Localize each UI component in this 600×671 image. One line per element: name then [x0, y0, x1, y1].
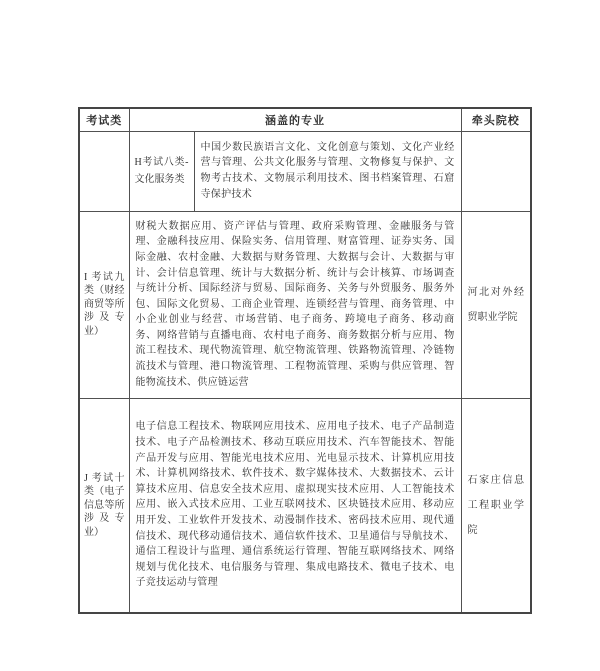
- institution-cell: [461, 131, 531, 211]
- header-lead-institution: 牵头院校: [461, 108, 531, 131]
- table-row: [79, 211, 531, 398]
- exam-class-cell: [79, 131, 129, 211]
- majors-cell: 财税大数据应用、资产评估与管理、政府采购管理、金融服务与管理、金融科技应用、保险实务、信用管理、财富管理、证券实务、国际金融、农村金融、大数据与财务管理、大数据与会计、大数据与审计、会计信息管理、统计与大数据分析、统计与会计核算、市场调查与统计分析、国际经济与贸易、国际商务、关务与外贸服务、服务外包、国际文化贸易、工商企业管理、连锁经营与管理、商务管理、中小企业创业与经营、市场营销、电子商务、跨境电子商务、移动商务、网络营销与直播电商、农村电子商务、商务数据分析与应用、物流工程技术、现代物流管理、航空物流管理、铁路物流管理、冷链物流技术与管理、港口物流管理、工程物流管理、采购与供应管理、智能物流技术、供应链运营: [129, 211, 461, 398]
- exam-class-cell: J 考试十类（电子信息等所涉及专业）: [79, 398, 129, 613]
- header-covered-majors: 涵盖的专业: [129, 108, 461, 131]
- exam-class-cell: I 考试九类（财经商贸等所涉及专业）: [79, 211, 129, 398]
- header-exam-class: 考试类: [79, 108, 129, 131]
- institution-cell: 河北对外经贸职业学院: [461, 211, 531, 398]
- majors-cell: 中国少数民族语言文化、文化创意与策划、文化产业经营与管理、公共文化服务与管理、文物修复与保护、文物考古技术、文物展示利用技术、图书档案管理、石窟寺保护技术: [194, 131, 461, 211]
- exam-categories-table: [78, 107, 532, 614]
- table-header-row: [79, 108, 531, 131]
- majors-cell: 电子信息工程技术、物联网应用技术、应用电子技术、电子产品制造技术、电子产品检测技术、移动互联应用技术、汽车智能技术、智能产品开发与应用、智能光电技术应用、光电显示技术、计算机应用技术、计算机网络技术、软件技术、数字媒体技术、大数据技术、云计算技术应用、信息安全技术应用、虚拟现实技术应用、人工智能技术应用、嵌入式技术应用、工业互联网技术、区块链技术应用、移动应用开发、工业软件开发技术、动漫制作技术、密码技术应用、现代通信技术、现代移动通信技术、通信软件技术、卫星通信与导航技术、通信工程设计与监理、通信系统运行管理、智能互联网络技术、网络规划与优化技术、电信服务与管理、集成电路技术、微电子技术、电子竞技运动与管理: [129, 398, 461, 613]
- institution-cell: 石家庄信息工程职业学院: [461, 398, 531, 613]
- table-row: [79, 131, 531, 211]
- subcategory-cell: H考试八类-文化服务类: [129, 131, 194, 211]
- table-row: [79, 398, 531, 613]
